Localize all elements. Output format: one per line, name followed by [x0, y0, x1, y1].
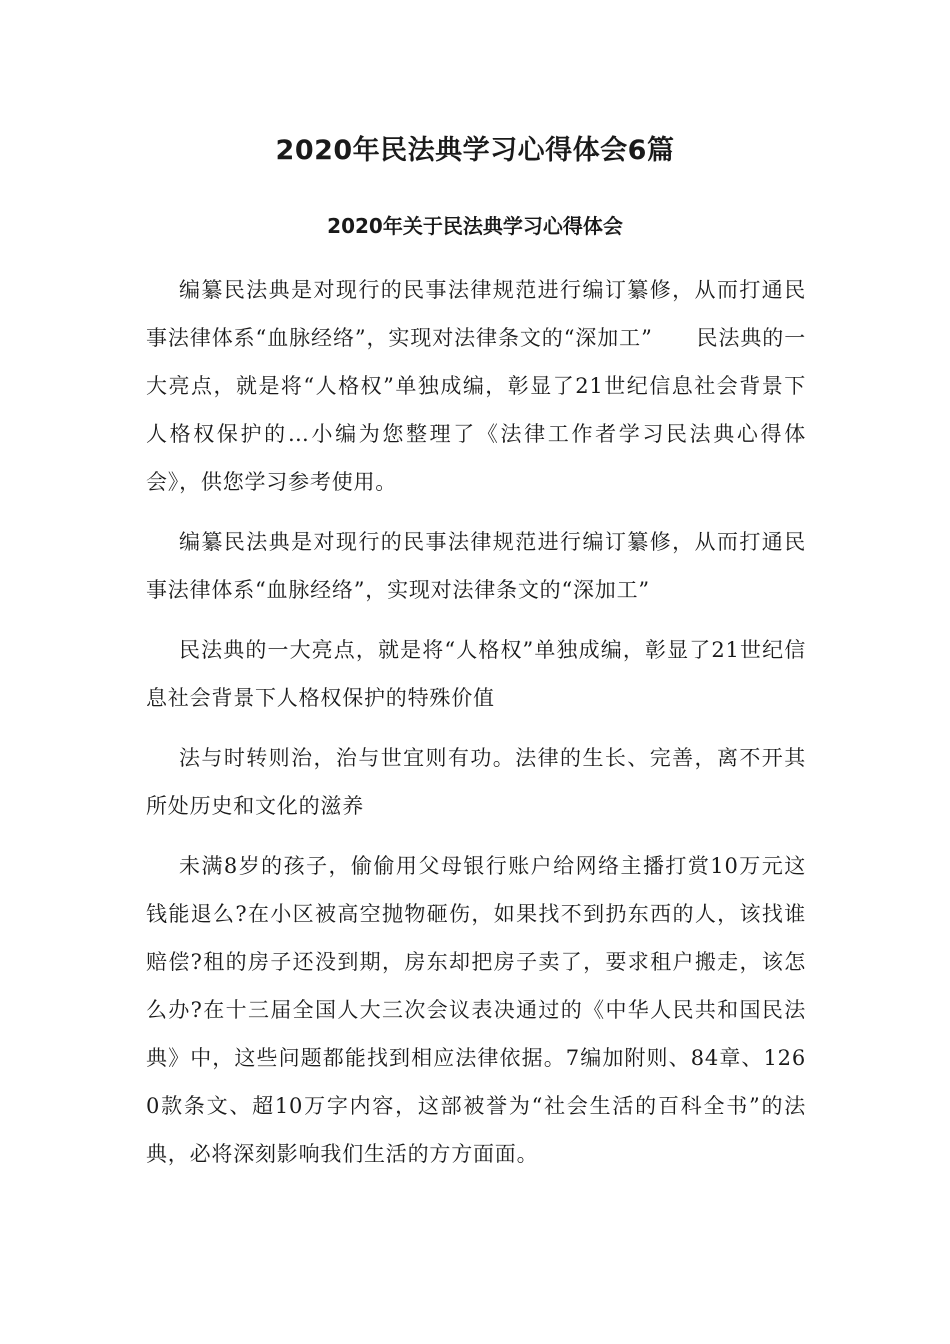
document-body	[146, 266, 806, 1190]
paragraph: 民法典的一大亮点，就是将“人格权”单独成编，彰显了21世纪信息社会背景下人格权保护的特殊价值	[146, 638, 806, 710]
document-title: 2020年民法典学习心得体会6篇	[275, 135, 675, 166]
paragraph: 编纂民法典是对现行的民事法律规范进行编订纂修，从而打通民事法律体系“血脉经络”，实现对法律条文的“深加工” 民法典的一大亮点，就是将“人格权”单独成编，彰显了21世纪信息社会背景下人格权保护的…小编为您整理了《法律工作者学习民法典心得体会》，供您学习参考使用。	[146, 278, 806, 494]
paragraph: 法与时转则治，治与世宜则有功。法律的生长、完善，离不开其所处历史和文化的滋养	[146, 746, 806, 818]
paragraph: 未满8岁的孩子，偷偷用父母银行账户给网络主播打赏10万元这钱能退么?在小区被高空抛物砸伤，如果找不到扔东西的人，该找谁赔偿?租的房子还没到期，房东却把房子卖了，要求租户搬走，该怎么办?在十三届全国人大三次会议表决通过的《中华人民共和国民法典》中，这些问题都能找到相应法律依据。7编加附则、84章、1260款条文、超10万字内容，这部被誉为“社会生活的百科全书”的法典，必将深刻影响我们生活的方方面面。	[146, 854, 806, 1166]
paragraph: 编纂民法典是对现行的民事法律规范进行编订纂修，从而打通民事法律体系“血脉经络”，实现对法律条文的“深加工”	[146, 530, 806, 602]
document-subtitle: 2020年关于民法典学习心得体会	[327, 214, 623, 238]
